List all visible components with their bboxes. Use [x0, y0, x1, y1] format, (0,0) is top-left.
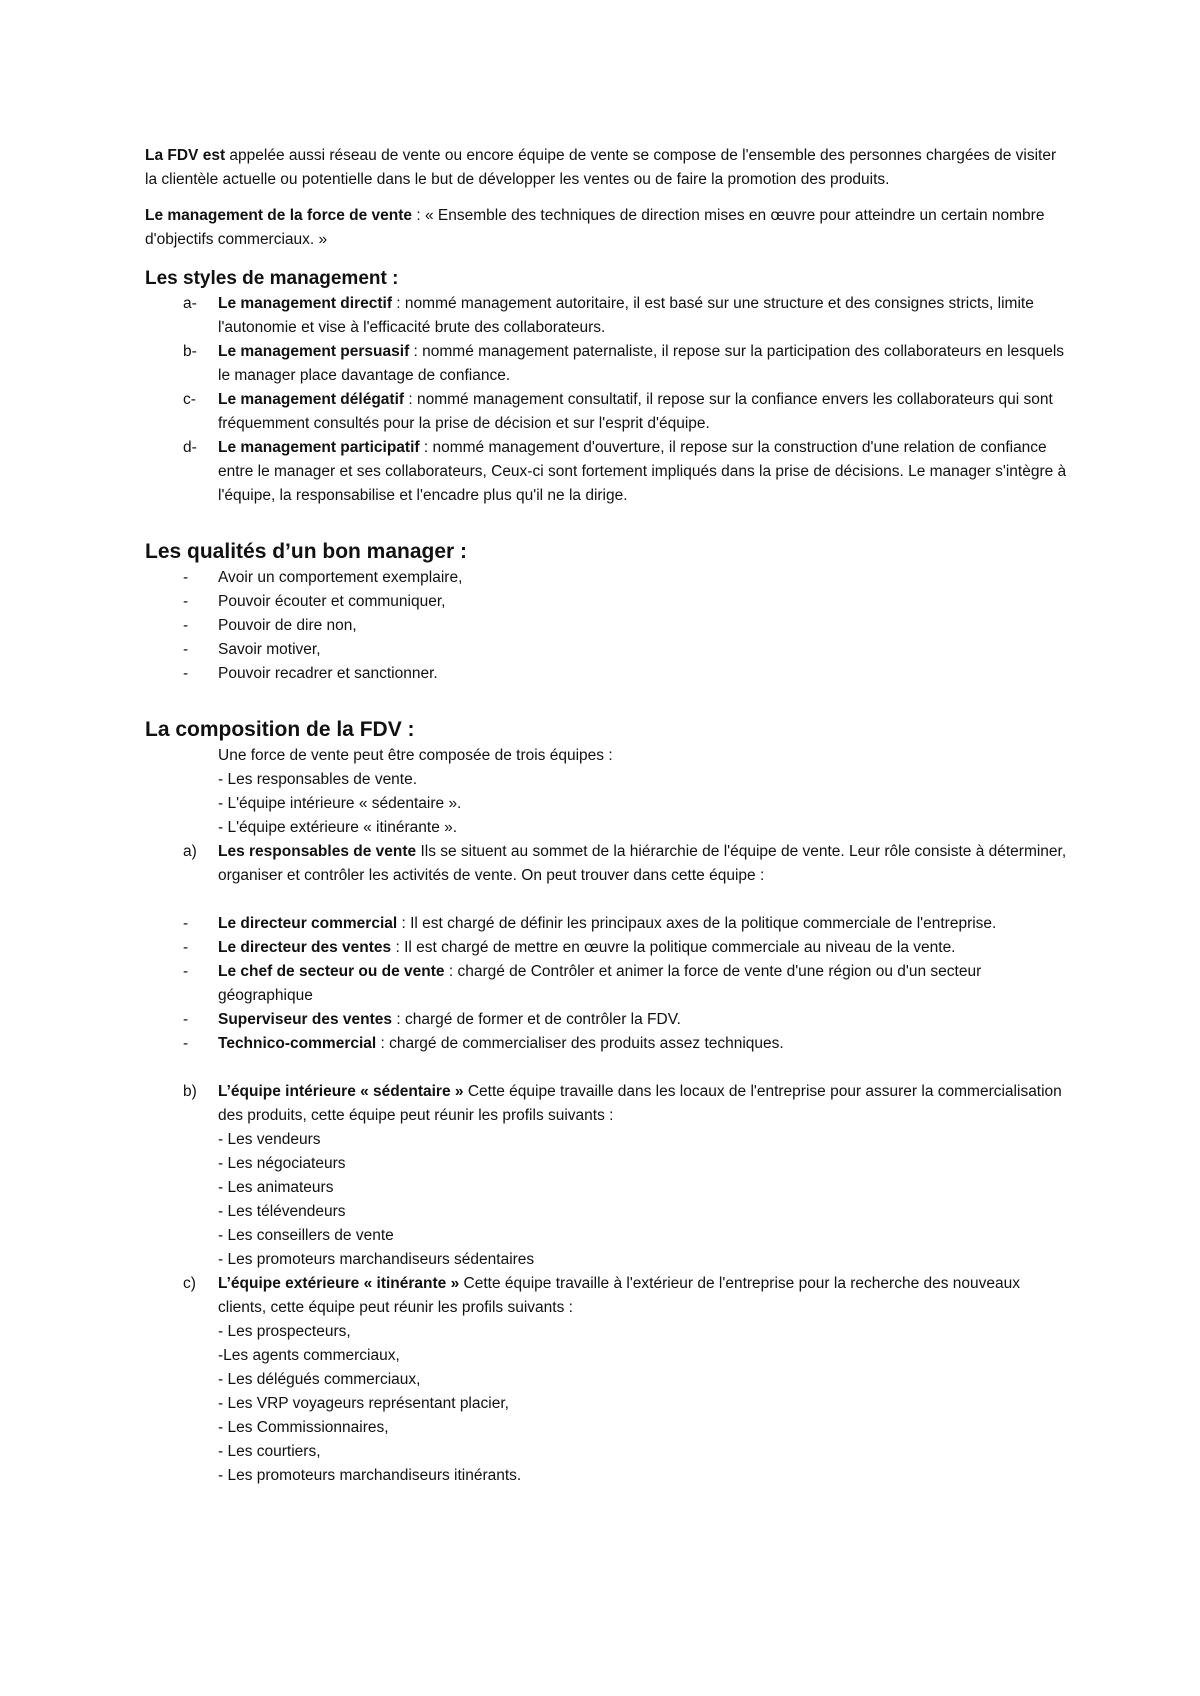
list-marker: a)	[183, 843, 197, 860]
section-b-sedentaire	[145, 1080, 1070, 1272]
profile-line: - Les courtiers,	[218, 1443, 321, 1460]
item-text: : chargé de commercialiser des produits assez techniques.	[376, 1035, 784, 1052]
profile-line: - Les délégués commerciaux,	[218, 1371, 421, 1388]
composition-line: - L'équipe extérieure « itinérante ».	[218, 819, 458, 836]
list-item	[145, 662, 1070, 686]
item-term: Le management persuasif	[218, 343, 410, 360]
profile-line: - Les Commissionnaires,	[218, 1419, 389, 1436]
list-marker: -	[183, 1011, 189, 1028]
list-item	[145, 340, 1070, 388]
item-text: : Il est chargé de définir les principaux axes de la politique commerciale de l'entreprise.	[397, 915, 997, 932]
list-item	[145, 590, 1070, 614]
profile-line: - Les négociateurs	[218, 1155, 346, 1172]
item-term: Superviseur des ventes	[218, 1011, 393, 1028]
item-text: : nommé management d'ouverture, il repose sur la construction d'une relation de confiance entre le manager et ses collaborateurs, Ceux-ci sont fortement impliqués dans la prise de décisions. Le manager s'intègre à l'équipe, la responsabilise et l'encadre plus qu'il ne la dirige.	[218, 439, 1067, 504]
item-text: Pouvoir écouter et communiquer,	[218, 593, 446, 610]
list-marker: c-	[183, 391, 196, 408]
profile-line: - Les conseillers de vente	[218, 1227, 394, 1244]
list-marker: -	[183, 915, 189, 932]
list-item	[145, 614, 1070, 638]
list-marker: b-	[183, 343, 197, 360]
composition-line: - Les responsables de vente.	[218, 771, 418, 788]
section-c-itinerante	[145, 1272, 1070, 1488]
list-marker: -	[183, 1035, 189, 1052]
intro-paragraph-fdv	[145, 144, 1070, 192]
list-item	[145, 388, 1070, 436]
item-text: : nommé management autoritaire, il est basé sur une structure et des consignes stricts, limite l'autonomie et vise à l'efficacité brute des collaborateurs.	[218, 295, 1034, 336]
list-item	[145, 1032, 1070, 1056]
item-text: : Il est chargé de mettre en œuvre la politique commerciale au niveau de la vente.	[391, 939, 956, 956]
composition-intro	[145, 744, 1070, 840]
list-marker: b)	[183, 1083, 197, 1100]
item-term: Le chef de secteur ou de vente	[218, 963, 445, 980]
heading-styles: Les styles de management :	[145, 268, 399, 289]
intro-paragraph-management	[145, 204, 1070, 252]
profile-line: - Les promoteurs marchandiseurs sédentaires	[218, 1251, 535, 1268]
item-term: Le directeur commercial	[218, 915, 398, 932]
list-marker: d-	[183, 439, 197, 456]
item-term: Le management participatif	[218, 439, 420, 456]
heading-composition: La composition de la FDV :	[145, 718, 415, 741]
profile-line: - Les VRP voyageurs représentant placier,	[218, 1395, 509, 1412]
item-term: Le directeur des ventes	[218, 939, 392, 956]
section-a-responsables	[145, 840, 1070, 888]
item-term: Le management délégatif	[218, 391, 405, 408]
qualites-list	[145, 566, 1070, 686]
item-text: Cette équipe travaille à l'extérieur de l'entreprise pour la recherche des nouveaux clients, cette équipe peut réunir les profils suivants :	[218, 1275, 1021, 1316]
list-item	[145, 436, 1070, 508]
profile-line: - Les promoteurs marchandiseurs itinérants.	[218, 1467, 522, 1484]
list-item	[145, 566, 1070, 590]
list-marker: -	[183, 593, 189, 610]
list-item	[145, 960, 1070, 1008]
list-marker: -	[183, 963, 189, 980]
list-marker: -	[183, 939, 189, 956]
list-marker: a-	[183, 295, 197, 312]
list-marker: -	[183, 665, 189, 682]
heading-qualites: Les qualités d’un bon manager :	[145, 540, 468, 563]
list-marker: -	[183, 569, 189, 586]
composition-line: Une force de vente peut être composée de trois équipes :	[218, 747, 613, 764]
term-fdv: La FDV est	[145, 147, 226, 164]
item-text: Pouvoir recadrer et sanctionner.	[218, 665, 438, 682]
item-text: Pouvoir de dire non,	[218, 617, 357, 634]
item-term: L’équipe intérieure « sédentaire »	[218, 1083, 464, 1100]
item-text: : nommé management paternaliste, il repose sur la participation des collaborateurs en lesquels le manager place davantage de confiance.	[218, 343, 1065, 384]
list-item	[145, 1008, 1070, 1032]
profile-line: - Les télévendeurs	[218, 1203, 346, 1220]
profile-line: - Les prospecteurs,	[218, 1323, 351, 1340]
styles-list	[145, 292, 1070, 508]
list-marker: c)	[183, 1275, 196, 1292]
list-marker: -	[183, 617, 189, 634]
item-text: : chargé de former et de contrôler la FDV.	[392, 1011, 681, 1028]
term-management: Le management de la force de vente	[145, 207, 413, 224]
document-page	[145, 144, 1070, 1488]
item-text: Avoir un comportement exemplaire,	[218, 569, 463, 586]
composition-line: - L'équipe intérieure « sédentaire ».	[218, 795, 462, 812]
list-item	[145, 638, 1070, 662]
item-term: Le management directif	[218, 295, 392, 312]
list-item	[145, 912, 1070, 936]
profile-line: - Les vendeurs	[218, 1131, 321, 1148]
item-text: : nommé management consultatif, il repose sur la confiance envers les collaborateurs qui sont fréquemment consultés pour la prise de décision et sur l'esprit d'équipe.	[218, 391, 1053, 432]
roles-list	[145, 912, 1070, 1056]
intro-text-management: : « Ensemble des techniques de direction mises en œuvre pour atteindre un certain nombre d'objectifs commerciaux. »	[145, 207, 1045, 248]
profile-line: -Les agents commerciaux,	[218, 1347, 400, 1364]
item-text: Ils se situent au sommet de la hiérarchie de l'équipe de vente. Leur rôle consiste à déterminer, organiser et contrôler les activités de vente. On peut trouver dans cette équipe :	[218, 843, 1067, 884]
list-marker: -	[183, 641, 189, 658]
item-term: Les responsables de vente	[218, 843, 417, 860]
item-text: : chargé de Contrôler et animer la force de vente d'une région ou d'un secteur géographique	[218, 963, 982, 1004]
list-item	[145, 936, 1070, 960]
item-text: Cette équipe travaille dans les locaux de l'entreprise pour assurer la commercialisation des produits, cette équipe peut réunir les profils suivants :	[218, 1083, 1062, 1124]
item-text: Savoir motiver,	[218, 641, 321, 658]
spacer	[145, 888, 1070, 912]
item-term: L’équipe extérieure « itinérante »	[218, 1275, 460, 1292]
item-term: Technico-commercial	[218, 1035, 377, 1052]
list-item	[145, 292, 1070, 340]
intro-text-fdv: appelée aussi réseau de vente ou encore équipe de vente se compose de l'ensemble des personnes chargées de visiter la clientèle actuelle ou potentielle dans le but de développer les ventes ou de faire la promotion des produits.	[145, 147, 1057, 188]
spacer	[145, 1056, 1070, 1080]
profile-line: - Les animateurs	[218, 1179, 334, 1196]
